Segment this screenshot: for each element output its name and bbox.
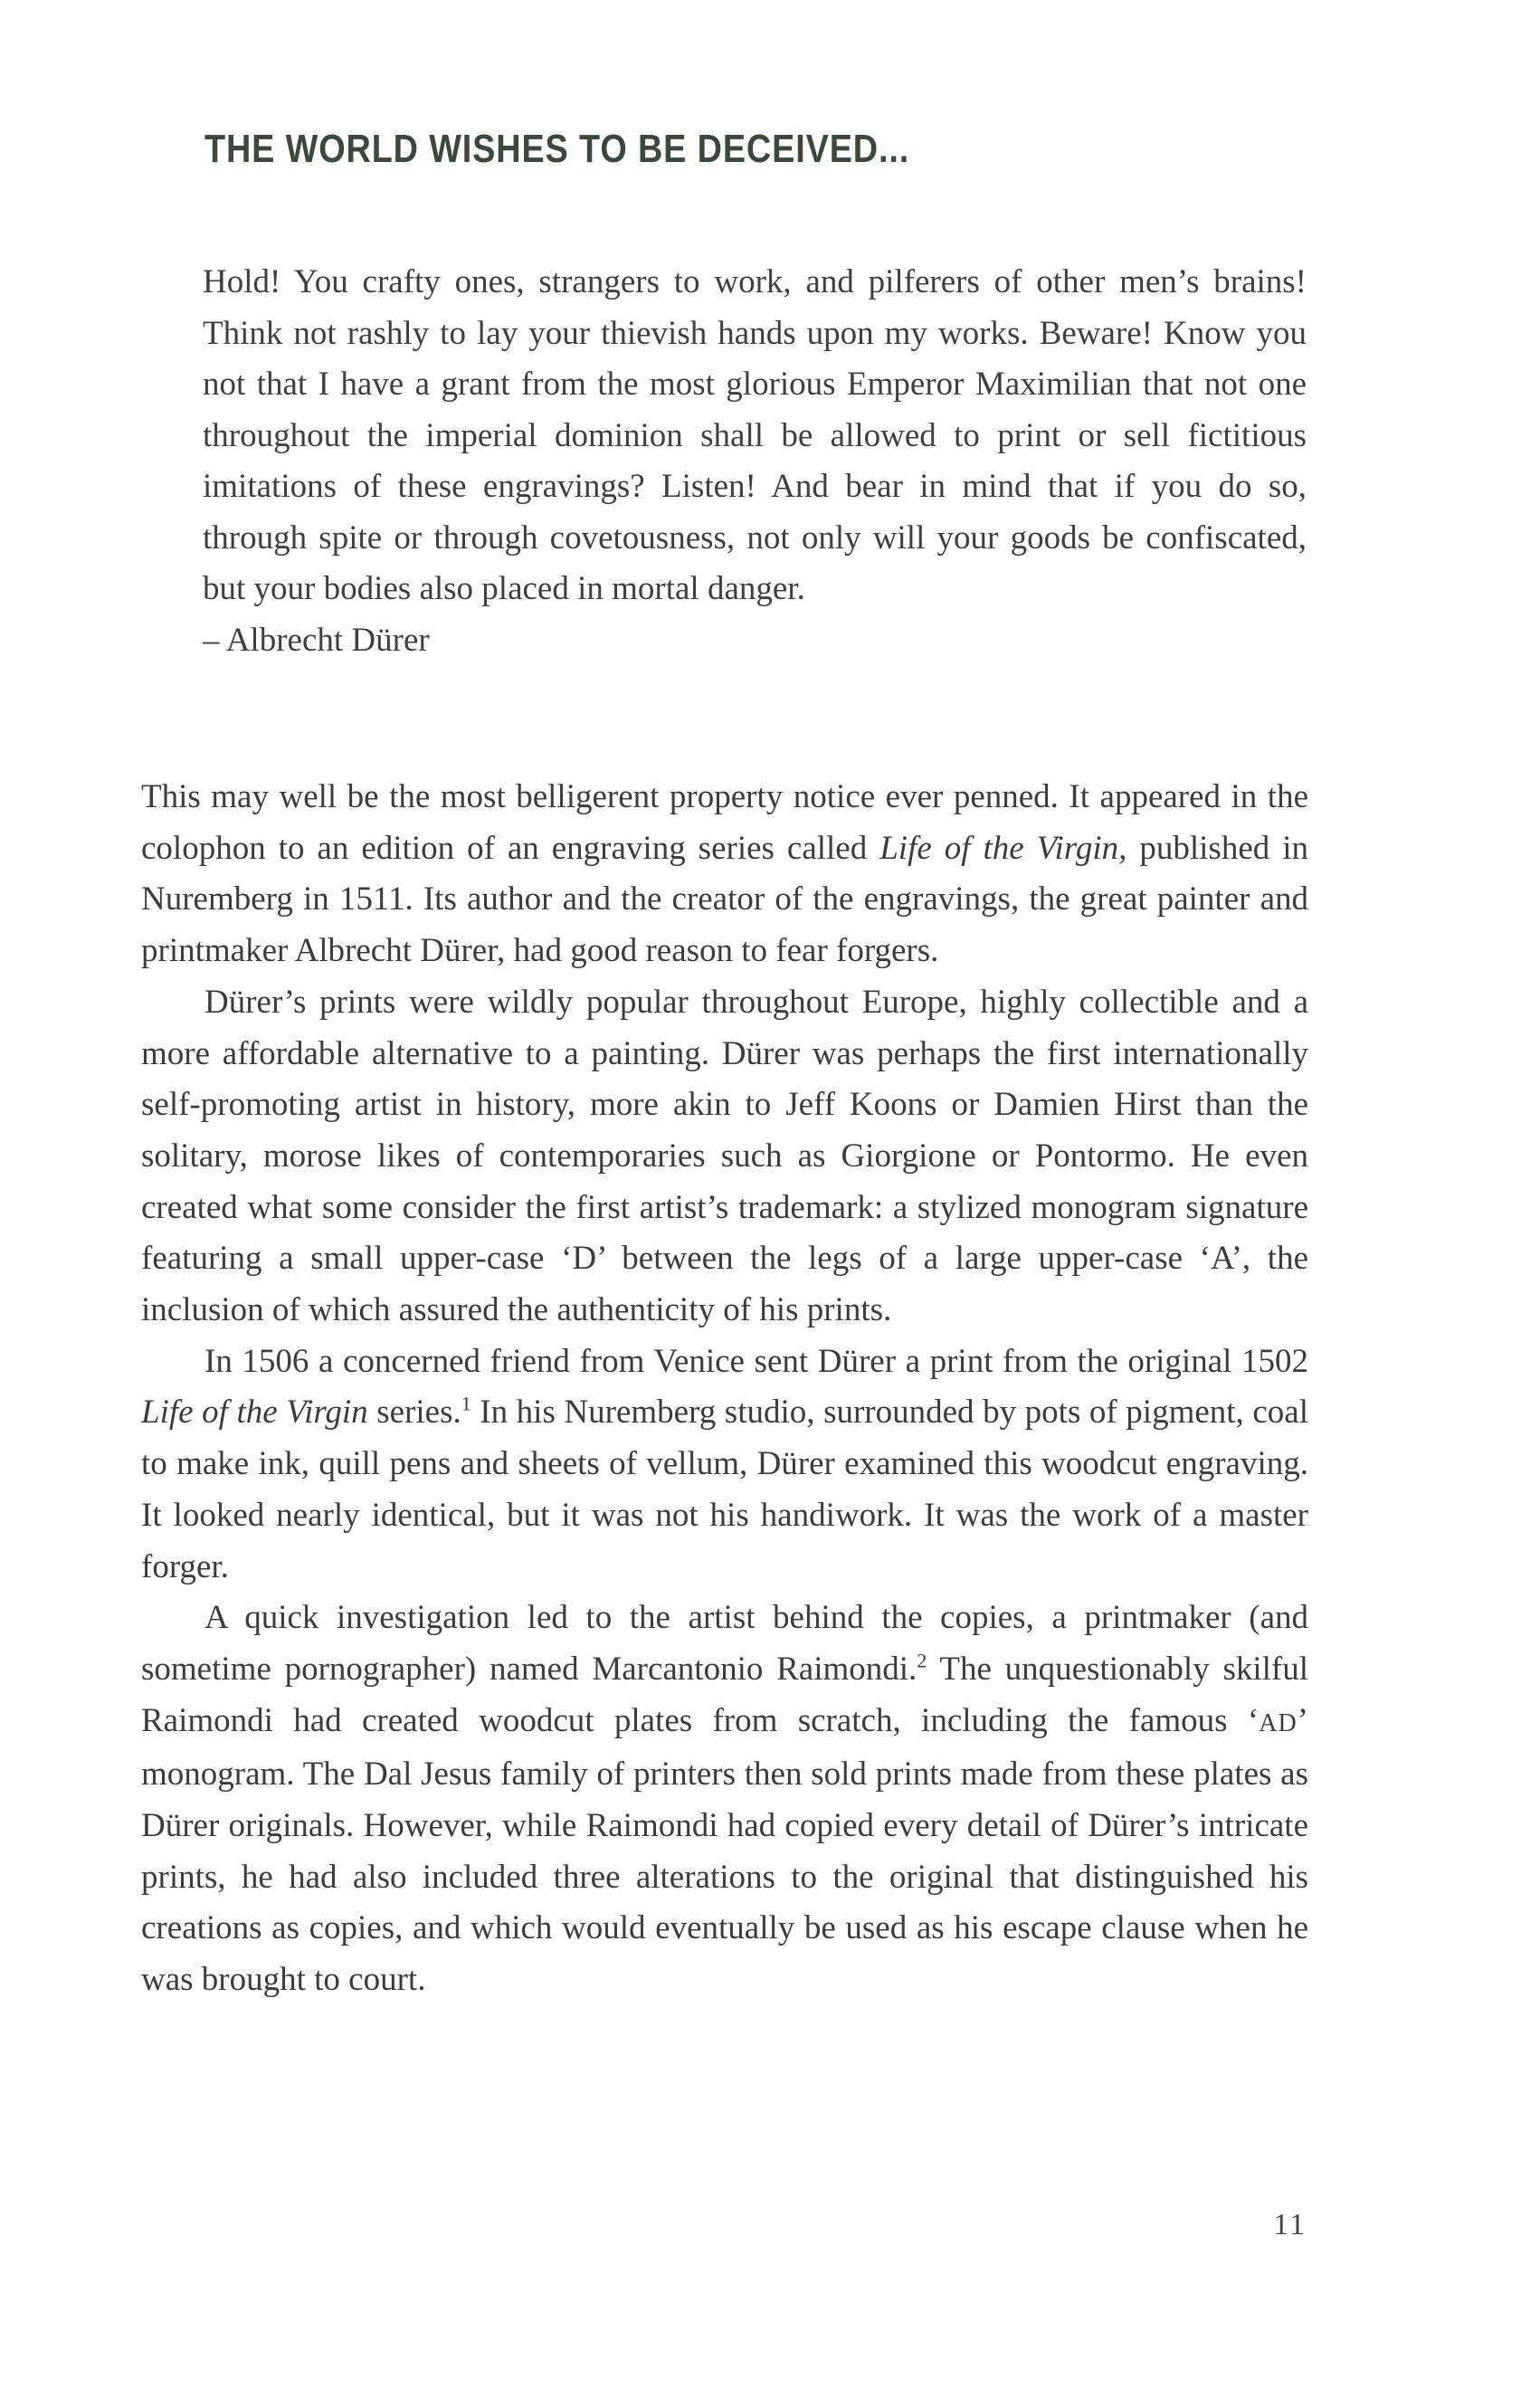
paragraph-text: published in Nuremberg in 1511. Its author and the creator of the engravings, the great painter and printmaker Albrecht Dürer, had good reason to fear forgers. xyxy=(141,829,1309,970)
footnote-marker[interactable]: 1 xyxy=(461,1393,471,1416)
paragraph-4 xyxy=(141,1593,1308,2006)
paragraph-text: This may well be the most belligerent property notice ever penned. It appeared in the colophon to an edition of an engraving series called xyxy=(141,778,1308,867)
monogram-text: AD xyxy=(1259,1708,1298,1737)
paragraph-text: ’ monogram. The Dal Jesus family of printers then sold prints made from these plates as Dürer originals. However, while Raimondi had copied every detail of Dürer’s intricate prints, he had also included three alterations to the original that distinguished his creations as copies, and which would eventually be used as his escape clause when he was brought to court. xyxy=(141,1701,1308,1999)
footnote-marker[interactable]: 2 xyxy=(917,1649,927,1672)
body-text xyxy=(141,772,1308,2006)
paragraph-text: A quick investigation led to the artist behind the copies, a printmaker (and sometime pornographer) named Marcantonio Raimondi. xyxy=(141,1599,1308,1688)
epigraph-attribution: – Albrecht Dürer xyxy=(203,621,430,659)
paragraph-3 xyxy=(141,1337,1308,1594)
page-number: 11 xyxy=(1273,2208,1307,2241)
paragraph-text: In his Nuremberg studio, surrounded by pots of pigment, coal to make ink, quill pens and sheets of vellum, Dürer examined this woodcut engraving. It looked nearly identical, but it was not his handiwork. It was the work of a master forger. xyxy=(141,1394,1308,1585)
paragraph-2: Dürer’s prints were wildly popular throughout Europe, highly collectible and a more affordable alternative to a painting. Dürer was perhaps the first internationally self-promoting artist in history, more akin to Jeff Koons or Damien Hirst than the solitary, morose likes of contemporaries such as Giorgione or Pontormo. He even created what some consider the first artist’s trademark: a stylized monogram signature featuring a small upper-case ‘D’ between the legs of a large upper-case ‘A’, the inclusion of which assured the authenticity of his prints. xyxy=(141,983,1308,1329)
paragraph-1 xyxy=(141,772,1308,977)
paragraph-text: The unquestionably skilful Raimondi had created woodcut plates from scratch, including the famous ‘ xyxy=(141,1650,1308,1739)
book-title: Life of the Virgin, xyxy=(879,829,1127,867)
paragraph-text: series. xyxy=(367,1394,461,1432)
book-title: Life of the Virgin xyxy=(141,1394,368,1432)
chapter-heading: THE WORLD WISHES TO BE DECEIVED... xyxy=(204,127,910,171)
epigraph-quote: Hold! You crafty ones, strangers to work, and pilferers of other men’s brains! Think not rashly to lay your thievish hands upon my works. Beware! Know you not that I have a grant from the most glorious Emperor Maximilian that not one throughout the imperial dominion shall be allowed to print or sell fictitious imitations of these engravings? Listen! And bear in mind that if you do so, through spite or through covetousness, not only will your goods be confiscated, but your bodies also placed in mortal danger. xyxy=(203,263,1307,607)
paragraph-text: In 1506 a concerned friend from Venice sent Dürer a print from the original 1502 xyxy=(204,1342,1308,1380)
epigraph xyxy=(203,257,1307,666)
